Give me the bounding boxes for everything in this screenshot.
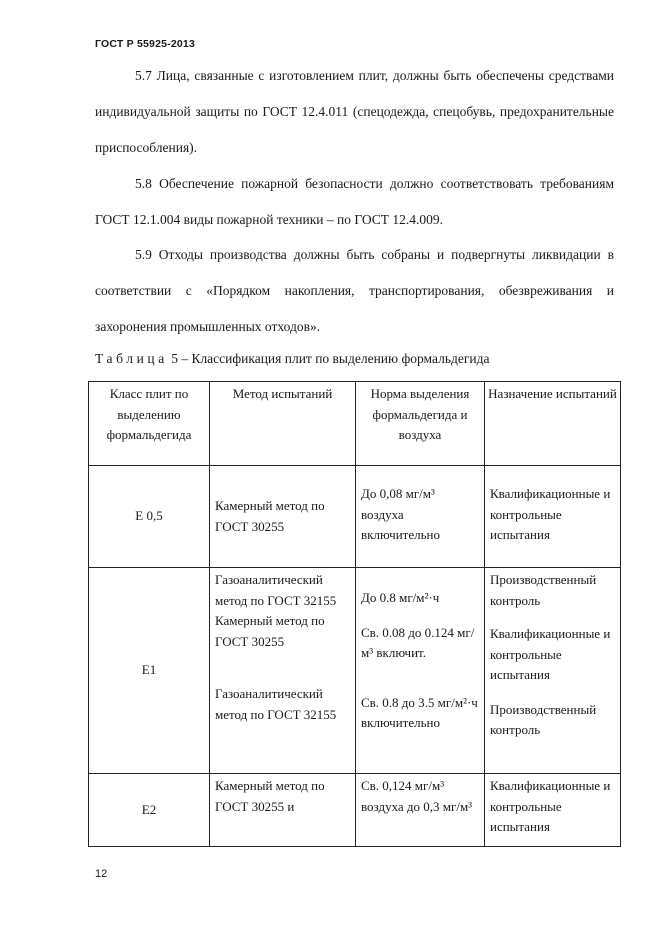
header-purpose: Назначение испытаний (485, 382, 621, 466)
purpose-e1-gas-2: Производственный контроль (490, 701, 597, 737)
norm-e1-gas-2: Св. 0.8 до 3.5 мг/м²·ч включительно (361, 694, 478, 730)
purpose-e05: Квалификационные и контрольные испытания (490, 486, 611, 542)
header-class: Класс плит по выделению формальдегида (89, 382, 210, 466)
method-e2: Камерный метод по ГОСТ 30255 и (215, 778, 325, 814)
method-e1-gas-2: Газоаналитический метод по ГОСТ 32155 (215, 686, 337, 722)
purpose-e1-gas: Производственный контроль (490, 572, 597, 608)
paragraph-5-8: 5.8 Обеспечение пожарной безопасности должно соответствовать требованиям ГОСТ 12.1.004 виды пожарной техники – по ГОСТ 12.4.009. (95, 176, 614, 227)
paragraph-5-9: 5.9 Отходы производства должны быть собраны и подвергнуты ликвидации в соответствии с «Порядком накопления, транспортирования, обезвреживания и захоронения промышленных отходов». (95, 247, 614, 334)
purpose-cell-e05 (485, 466, 621, 568)
purpose-e2: Квалификационные и контрольные испытания (490, 778, 611, 834)
norm-e2: Св. 0,124 мг/м³ воздуха до 0,3 мг/м³ (361, 778, 473, 814)
formaldehyde-classification-table (88, 381, 621, 847)
norm-cell-e05 (356, 466, 485, 568)
header-norm: Норма выделения формальдегида и воздуха (356, 382, 485, 466)
norm-cell-e2 (356, 774, 485, 847)
norm-cell-e1 (356, 568, 485, 774)
purpose-cell-e2 (485, 774, 621, 847)
norm-e1-chamber: Св. 0.08 до 0.124 мг/м³ включит. (361, 624, 475, 660)
method-cell-e05 (210, 466, 356, 568)
table-caption-text: 5 – Классификация плит по выделению формальдегида (171, 351, 490, 366)
class-e1: Е1 (89, 568, 210, 774)
purpose-e1-chamber: Квалификационные и контрольные испытания (490, 626, 611, 682)
table-row-e05 (89, 466, 621, 568)
class-e2: Е2 (89, 774, 210, 847)
table-caption (95, 351, 489, 367)
table-header-row (89, 382, 621, 466)
purpose-cell-e1 (485, 568, 621, 774)
method-e1-gas: Газоаналитический метод по ГОСТ 32155 (215, 572, 337, 608)
paragraph-5-7: 5.7 Лица, связанные с изготовлением плит, должны быть обеспечены средствами индивидуальной защиты по ГОСТ 12.4.011 (спецодежда, спецобувь, предохранительные приспособления). (95, 68, 614, 155)
class-e05: Е 0,5 (89, 466, 210, 568)
method-cell-e1 (210, 568, 356, 774)
header-method: Метод испытаний (210, 382, 356, 466)
table-row-e2 (89, 774, 621, 847)
page-number: 12 (95, 868, 108, 880)
method-e1-chamber: Камерный метод по ГОСТ 30255 (215, 613, 325, 649)
method-cell-e2 (210, 774, 356, 847)
document-code-header: ГОСТ Р 55925-2013 (95, 38, 196, 50)
norm-e1-gas: До 0.8 мг/м²·ч (361, 590, 440, 605)
norm-e05: До 0,08 мг/м³ воздуха включительно (361, 486, 440, 542)
table-row-e1 (89, 568, 621, 774)
table-caption-word: Таблица (95, 351, 168, 366)
method-e05: Камерный метод по ГОСТ 30255 (215, 498, 325, 534)
